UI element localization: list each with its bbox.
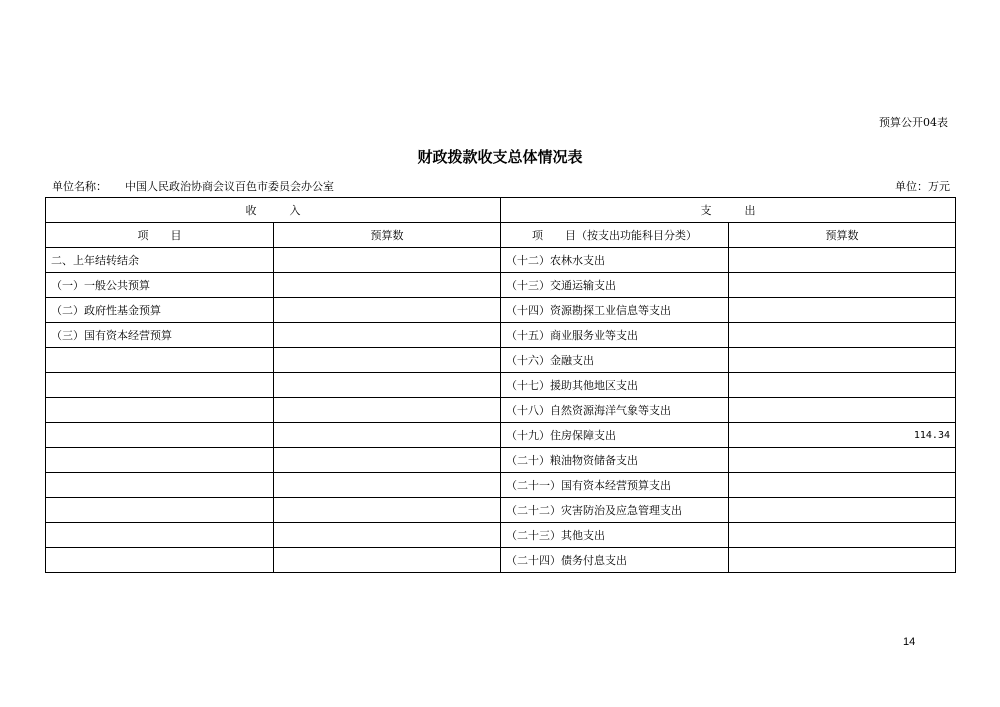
expense-item-cell: （二十三）其他支出 bbox=[501, 523, 729, 548]
income-budget-header: 预算数 bbox=[274, 223, 501, 248]
expense-header: 支 出 bbox=[501, 198, 956, 223]
budget-table bbox=[45, 197, 956, 573]
expense-budget-cell bbox=[729, 373, 956, 398]
income-budget-cell bbox=[274, 423, 501, 448]
income-item-cell bbox=[46, 498, 274, 523]
table-row bbox=[46, 448, 956, 473]
income-budget-cell bbox=[274, 273, 501, 298]
income-item-cell: （三）国有资本经营预算 bbox=[46, 323, 274, 348]
table-row bbox=[46, 348, 956, 373]
income-budget-cell bbox=[274, 248, 501, 273]
unit-of-measure: 单位：万元 bbox=[895, 180, 950, 193]
expense-item-cell: （十五）商业服务业等支出 bbox=[501, 323, 729, 348]
income-header: 收 入 bbox=[46, 198, 501, 223]
expense-budget-cell bbox=[729, 248, 956, 273]
table-row bbox=[46, 323, 956, 348]
expense-budget-cell bbox=[729, 298, 956, 323]
income-budget-cell bbox=[274, 398, 501, 423]
expense-budget-cell bbox=[729, 498, 956, 523]
income-budget-cell bbox=[274, 523, 501, 548]
table-row bbox=[46, 548, 956, 573]
income-item-cell bbox=[46, 473, 274, 498]
unit-name-label: 单位名称： bbox=[52, 180, 107, 193]
expense-budget-cell bbox=[729, 398, 956, 423]
expense-item-cell: （十八）自然资源海洋气象等支出 bbox=[501, 398, 729, 423]
income-item-cell bbox=[46, 348, 274, 373]
expense-item-cell: （十七）援助其他地区支出 bbox=[501, 373, 729, 398]
expense-budget-cell bbox=[729, 323, 956, 348]
income-budget-cell bbox=[274, 373, 501, 398]
table-row bbox=[46, 473, 956, 498]
income-item-cell bbox=[46, 398, 274, 423]
income-item-cell bbox=[46, 373, 274, 398]
table-row bbox=[46, 398, 956, 423]
expense-budget-cell bbox=[729, 448, 956, 473]
expense-budget-cell bbox=[729, 523, 956, 548]
income-budget-cell bbox=[274, 348, 501, 373]
expense-item-header: 项 目（按支出功能科目分类） bbox=[501, 223, 729, 248]
table-row bbox=[46, 373, 956, 398]
income-item-header: 项 目 bbox=[46, 223, 274, 248]
expense-item-cell: （二十）粮油物资储备支出 bbox=[501, 448, 729, 473]
expense-item-cell: （十六）金融支出 bbox=[501, 348, 729, 373]
table-row bbox=[46, 248, 956, 273]
expense-item-cell: （十三）交通运输支出 bbox=[501, 273, 729, 298]
expense-item-cell: （二十一）国有资本经营预算支出 bbox=[501, 473, 729, 498]
income-item-cell: （二）政府性基金预算 bbox=[46, 298, 274, 323]
income-item-cell: 二、上年结转结余 bbox=[46, 248, 274, 273]
header-row-columns bbox=[46, 223, 956, 248]
table-row bbox=[46, 273, 956, 298]
expense-budget-cell bbox=[729, 473, 956, 498]
income-budget-cell bbox=[274, 498, 501, 523]
expense-item-cell: （十二）农林水支出 bbox=[501, 248, 729, 273]
expense-budget-cell bbox=[729, 348, 956, 373]
unit-name bbox=[52, 178, 334, 194]
table-row bbox=[46, 498, 956, 523]
income-budget-cell bbox=[274, 548, 501, 573]
form-code: 预算公开04表 bbox=[879, 116, 948, 129]
table-row bbox=[46, 523, 956, 548]
income-item-cell bbox=[46, 448, 274, 473]
unit-name-value: 中国人民政治协商会议百色市委员会办公室 bbox=[125, 180, 334, 193]
expense-item-cell: （十九）住房保障支出 bbox=[501, 423, 729, 448]
table-row bbox=[46, 298, 956, 323]
income-budget-cell bbox=[274, 473, 501, 498]
income-item-cell bbox=[46, 523, 274, 548]
income-item-cell bbox=[46, 548, 274, 573]
expense-budget-header: 预算数 bbox=[729, 223, 956, 248]
header-row-sections bbox=[46, 198, 956, 223]
income-item-cell: （一）一般公共预算 bbox=[46, 273, 274, 298]
income-item-cell bbox=[46, 423, 274, 448]
page-title: 财政拨款收支总体情况表 bbox=[417, 148, 583, 166]
expense-item-cell: （二十四）债务付息支出 bbox=[501, 548, 729, 573]
table-row bbox=[46, 423, 956, 448]
page-number: 14 bbox=[903, 636, 916, 648]
income-budget-cell bbox=[274, 323, 501, 348]
income-budget-cell bbox=[274, 298, 501, 323]
expense-budget-cell bbox=[729, 548, 956, 573]
expense-budget-cell: 114.34 bbox=[729, 423, 956, 448]
expense-item-cell: （二十二）灾害防治及应急管理支出 bbox=[501, 498, 729, 523]
income-budget-cell bbox=[274, 448, 501, 473]
expense-budget-cell bbox=[729, 273, 956, 298]
expense-item-cell: （十四）资源勘探工业信息等支出 bbox=[501, 298, 729, 323]
